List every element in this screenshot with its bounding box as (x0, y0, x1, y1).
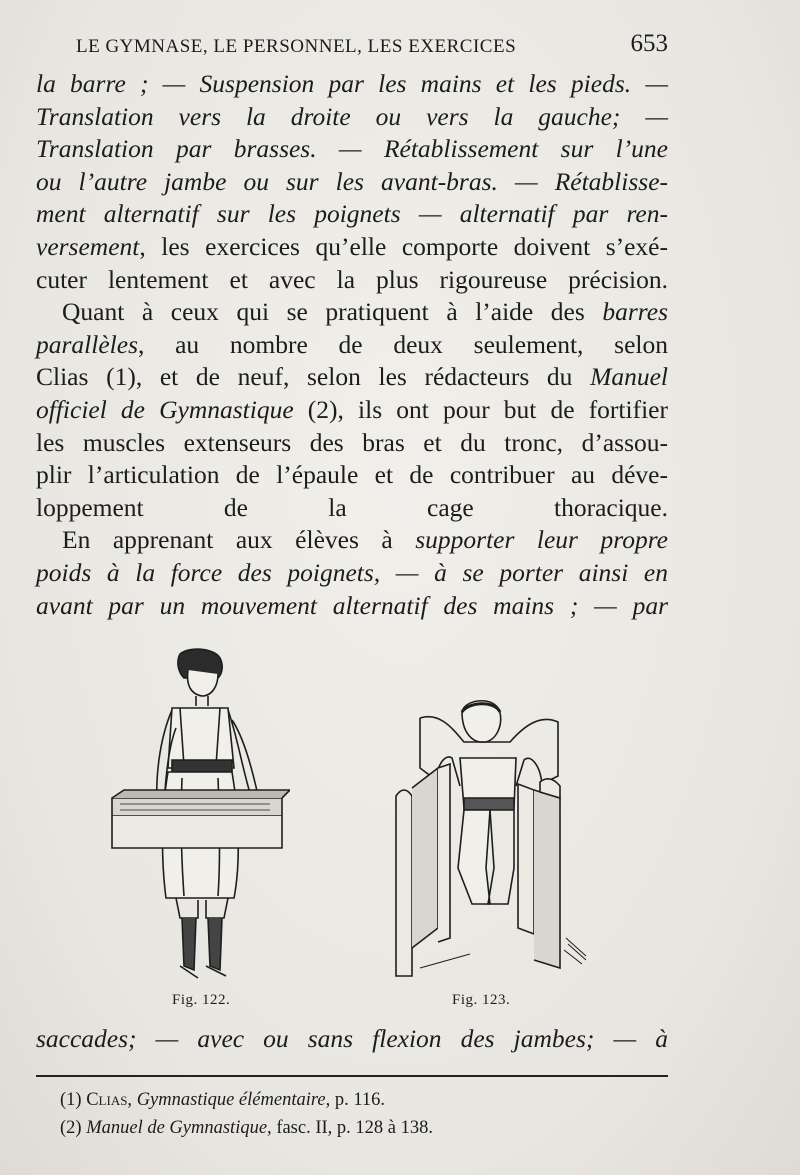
text-line (36, 590, 668, 623)
text-segment: cuter lentement et avec la plus rigoureuse précision. (36, 264, 668, 294)
text-line (36, 198, 668, 231)
continuation-line: saccades; — avec ou sans flexion des jambes; — à (36, 1024, 668, 1053)
italic-text: Manuel (590, 362, 668, 392)
running-head: LE GYMNASE, LE PERSONNEL, LES EXERCICES (76, 36, 517, 57)
footnote-mark: (1) (60, 1090, 87, 1110)
body-text (36, 68, 668, 622)
text-line (36, 361, 668, 394)
text-line (36, 264, 668, 297)
italic-text: versement (36, 231, 140, 261)
italic-text: Translation par brasses. — Rétablissement sur l’une (36, 134, 668, 164)
text-line (36, 427, 668, 460)
figure-122-caption: Fig. 122. (172, 992, 231, 1008)
text-line (36, 524, 668, 557)
italic-text: parallèles (36, 329, 138, 359)
text-line (36, 133, 668, 166)
footnote (60, 1086, 660, 1114)
paragraph (36, 296, 668, 524)
footnote-title: Gymnastique élémentaire (136, 1090, 326, 1110)
figure-123-illustration (390, 698, 590, 988)
italic-text: officiel de Gymnastique (36, 394, 294, 424)
footnote-title: Manuel de Gymnastique, (86, 1118, 272, 1138)
figures (100, 640, 620, 1020)
text-line (36, 459, 668, 492)
text-line (36, 166, 668, 199)
footnote (60, 1114, 660, 1142)
text-segment: plir l’articulation de l’épaule et de contribuer au déve- (36, 460, 668, 490)
footnote-reference: fasc. II, p. 128 à 138. (271, 1118, 434, 1138)
italic-text: barres (602, 297, 668, 327)
footnotes (60, 1086, 660, 1142)
text-segment: Clias (1), et de neuf, selon les rédacteurs du (36, 362, 591, 392)
footnote-rule (36, 1075, 668, 1077)
text-line (36, 231, 668, 264)
woman-with-beam-drawing (110, 648, 290, 993)
text-segment: Quant à ceux qui se pratiquent à l’aide des (62, 297, 603, 327)
text-segment: les muscles extenseurs des bras et du tronc, d’assou- (36, 427, 668, 457)
page-number: 653 (630, 30, 668, 57)
text-line (36, 394, 668, 427)
text-segment: (2), ils ont pour but de fortifier (293, 394, 668, 424)
italic-text: la barre ; — Suspension par les mains et les pieds. — (36, 69, 668, 98)
paragraph (36, 68, 668, 296)
page-header (36, 30, 668, 64)
text-line (36, 329, 668, 362)
text-line (36, 68, 668, 101)
italic-text: ment alternatif sur les poignets — alternatif par ren- (36, 199, 668, 229)
italic-text: poids à la force des poignets, — à se porter ainsi en (36, 557, 668, 587)
text-line (36, 296, 668, 329)
text-segment: , les exercices qu’elle comporte doivent s’exé- (139, 231, 668, 261)
italic-text: ou l’autre jambe ou sur les avant-bras. — Rétablisse- (36, 166, 668, 196)
figure-123-caption: Fig. 123. (452, 992, 511, 1008)
text-segment: En apprenant aux élèves à (62, 525, 416, 555)
text-segment: , au nombre de deux seulement, selon (138, 329, 668, 359)
text-segment: loppement de la cage thoracique. (36, 492, 668, 522)
text-line (36, 557, 668, 590)
italic-text: supporter leur propre (415, 525, 668, 555)
italic-text: avant par un mouvement alternatif des mains ; — par (36, 590, 668, 620)
italic-text: Translation vers la droite ou vers la gauche; — (36, 101, 668, 131)
paragraph (36, 524, 668, 622)
boy-on-parallel-bars-drawing (390, 698, 590, 988)
footnote-author: Clias, (86, 1090, 137, 1110)
footnote-reference: , p. 116. (325, 1090, 386, 1110)
footnote-mark: (2) (60, 1118, 87, 1138)
text-line (36, 101, 668, 134)
figure-122-illustration (110, 648, 290, 993)
text-line (36, 492, 668, 525)
